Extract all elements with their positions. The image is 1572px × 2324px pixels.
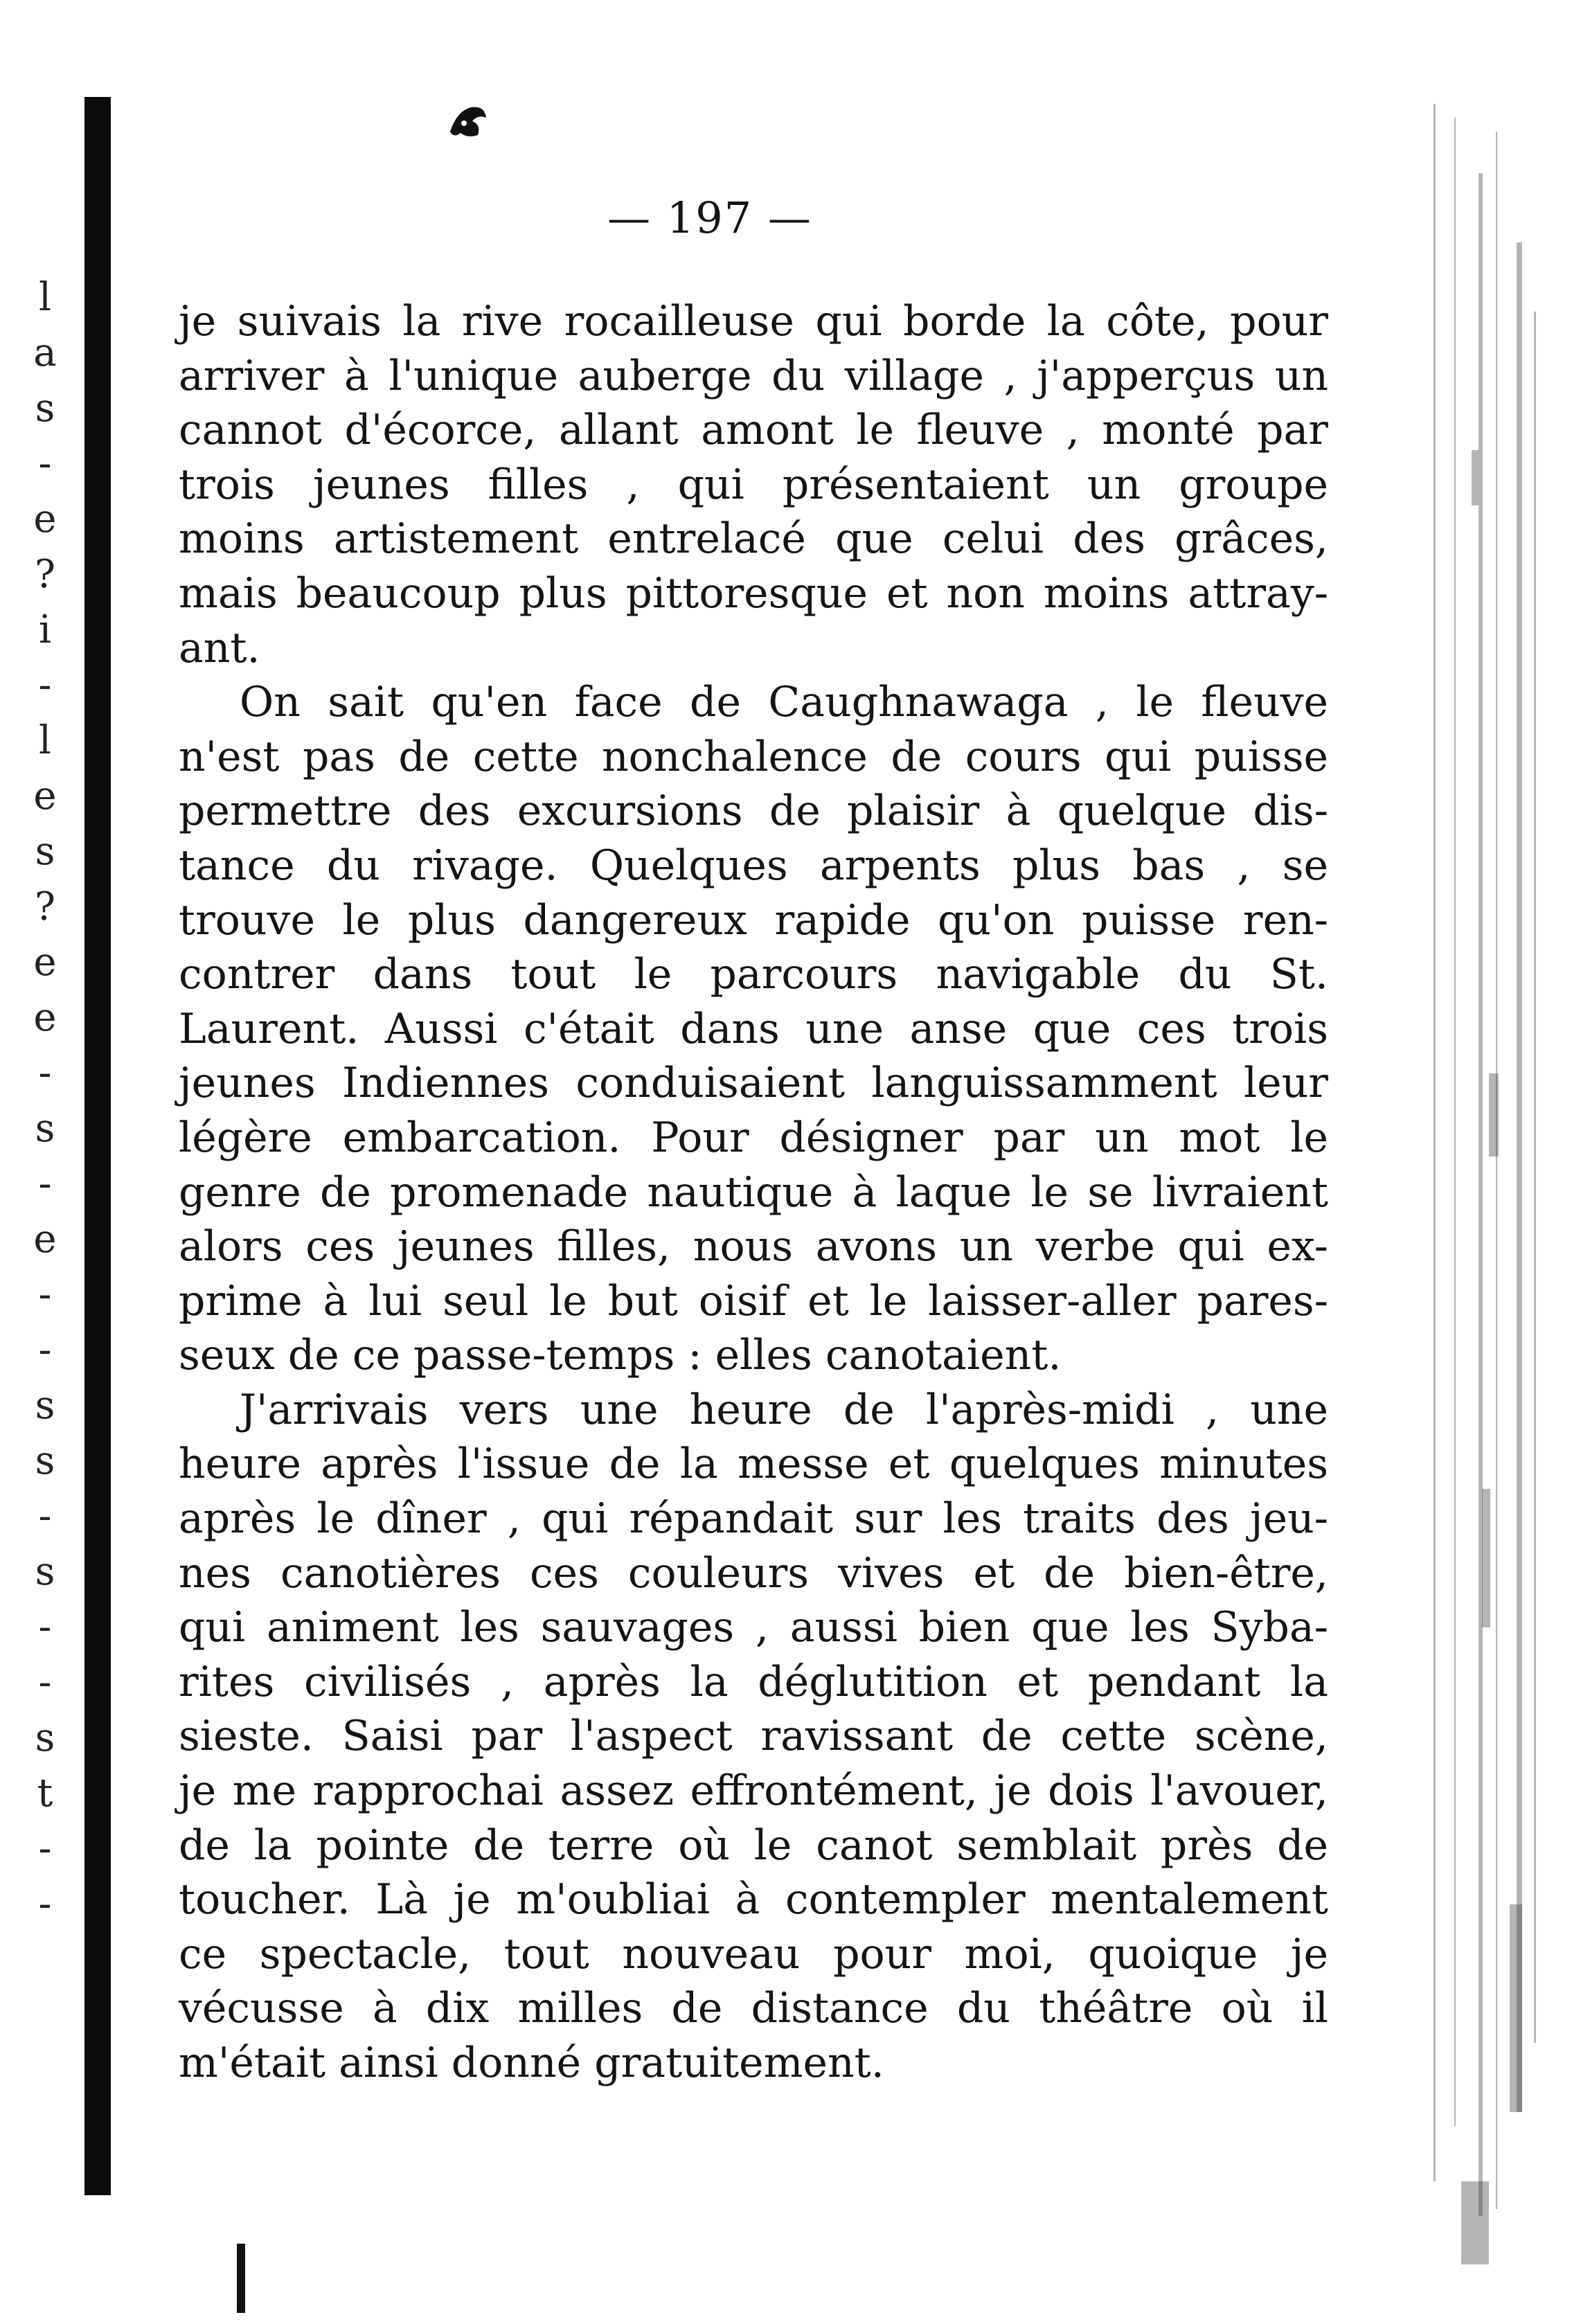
text-line: toucher. Là je m'oubliai à contempler mentalement bbox=[179, 1875, 1328, 1924]
text-line: tance du rivage. Quelques arpents plus bas , se bbox=[179, 841, 1328, 890]
margin-fragment: e bbox=[33, 497, 57, 542]
edge-noise bbox=[1489, 1073, 1499, 1156]
text-line: trouve le plus dangereux rapide qu'on puisse ren- bbox=[179, 895, 1328, 945]
margin-fragment: ? bbox=[34, 884, 56, 929]
text-line: seux de ce passe-temps : elles canotaient. bbox=[179, 1331, 1062, 1380]
text-line: genre de promenade nautique à laque le se livraient bbox=[179, 1168, 1328, 1217]
text-line: moins artistement entrelacé que celui des grâces, bbox=[179, 515, 1328, 564]
text-line: après le dîner , qui répandait sur les traits des jeu- bbox=[179, 1494, 1328, 1544]
text-line: rites civilisés , après la déglutition et pendant la bbox=[179, 1657, 1328, 1706]
text-line: ce spectacle, tout nouveau pour moi, quoique je bbox=[179, 1929, 1328, 1978]
edge-noise bbox=[1482, 1489, 1490, 1627]
margin-fragment: - bbox=[38, 1660, 52, 1705]
margin-fragment: - bbox=[38, 441, 52, 486]
page-edge-fringe bbox=[1413, 104, 1551, 2285]
margin-fragment: s bbox=[35, 829, 55, 874]
text-line: sieste. Saisi par l'aspect ravissant de cette scène, bbox=[179, 1712, 1328, 1761]
edge-noise bbox=[1461, 2181, 1489, 2264]
margin-fragment: - bbox=[38, 1881, 52, 1927]
text-line: contrer dans tout le parcours navigable du St. bbox=[179, 950, 1328, 999]
text-line: trois jeunes filles , qui présentaient un groupe bbox=[179, 460, 1328, 509]
text-line: vécusse à dix milles de distance du théâtre où il bbox=[179, 1984, 1328, 2033]
text-line: qui animent les sauvages , aussi bien que les Syba- bbox=[179, 1603, 1328, 1652]
text-line: On sait qu'en face de Caughnawaga , le fleuve bbox=[240, 678, 1328, 727]
edge-noise bbox=[1517, 242, 1522, 2112]
text-line: je me rapprochai assez effrontément, je dois l'avouer, bbox=[179, 1767, 1328, 1816]
margin-fragment: a bbox=[33, 330, 57, 375]
printer-ornament-icon bbox=[443, 97, 492, 145]
margin-fragment: - bbox=[38, 1272, 52, 1317]
page-number: — 197 — bbox=[607, 193, 812, 243]
edge-noise bbox=[1496, 132, 1497, 2209]
text-line: arriver à l'unique auberge du village , j'apperçus un bbox=[179, 351, 1328, 400]
margin-fragment: - bbox=[38, 1328, 52, 1373]
margin-fragment: ? bbox=[34, 552, 56, 597]
text-line: cannot d'écorce, allant amont le fleuve , monté par bbox=[179, 406, 1328, 455]
text-line: jeunes Indiennes conduisaient languissamment leur bbox=[179, 1059, 1328, 1108]
text-line: J'arrivais vers une heure de l'après-midi , une bbox=[240, 1385, 1328, 1434]
margin-fragment: l bbox=[39, 275, 51, 320]
text-line: n'est pas de cette nonchalence de cours qui puisse bbox=[179, 732, 1328, 781]
margin-fragment: - bbox=[38, 1826, 52, 1871]
edge-noise bbox=[1454, 118, 1456, 2126]
margin-fragment: i bbox=[39, 607, 51, 652]
body-text bbox=[179, 294, 1328, 2091]
margin-fragment: s bbox=[35, 1438, 55, 1483]
binding-shadow bbox=[84, 97, 111, 2195]
margin-fragment: t bbox=[37, 1771, 53, 1816]
edge-noise bbox=[1534, 312, 1536, 2043]
text-line: prime à lui seul le but oisif et le laisser-aller pares- bbox=[179, 1276, 1328, 1325]
text-line: légère embarcation. Pour désigner par un mot le bbox=[179, 1113, 1328, 1162]
edge-noise bbox=[1479, 173, 1483, 2216]
margin-fragment: - bbox=[38, 1051, 52, 1096]
edge-noise bbox=[1472, 450, 1479, 506]
margin-fragment: - bbox=[38, 663, 52, 708]
margin-fragment: s bbox=[35, 1383, 55, 1428]
margin-fragment: s bbox=[35, 1715, 55, 1760]
text-line: ant. bbox=[179, 623, 260, 672]
edge-noise bbox=[1510, 1904, 1522, 2112]
margin-fragment: e bbox=[33, 940, 57, 985]
margin-fragment: - bbox=[38, 1161, 52, 1206]
margin-fragment: s bbox=[35, 386, 55, 431]
margin-fragment: e bbox=[33, 1217, 57, 1262]
margin-fragment: e bbox=[33, 995, 57, 1040]
text-line: Laurent. Aussi c'était dans une anse que ces trois bbox=[179, 1004, 1328, 1053]
margin-fragment: l bbox=[39, 718, 51, 763]
text-line: heure après l'issue de la messe et quelques minutes bbox=[179, 1440, 1328, 1489]
facing-page-fragments bbox=[14, 277, 76, 2147]
margin-fragment: s bbox=[35, 1106, 55, 1151]
text-line: nes canotières ces couleurs vives et de bien-être, bbox=[179, 1548, 1328, 1598]
margin-fragment: e bbox=[33, 774, 57, 819]
text-line: de la pointe de terre où le canot semblait près de bbox=[179, 1821, 1328, 1870]
margin-fragment: s bbox=[35, 1549, 55, 1594]
text-line: je suivais la rive rocailleuse qui borde la côte, pour bbox=[179, 297, 1328, 346]
margin-fragment: - bbox=[38, 1605, 52, 1650]
text-line: alors ces jeunes filles, nous avons un verbe qui ex- bbox=[179, 1222, 1328, 1271]
edge-noise bbox=[1433, 104, 1436, 2181]
text-line: permettre des excursions de plaisir à quelque dis- bbox=[179, 787, 1328, 836]
text-line: mais beaucoup plus pittoresque et non moins attray- bbox=[179, 569, 1328, 618]
margin-fragment: - bbox=[38, 1494, 52, 1539]
binding-mark bbox=[237, 2244, 245, 2313]
text-line: m'était ainsi donné gratuitement. bbox=[179, 2039, 884, 2087]
